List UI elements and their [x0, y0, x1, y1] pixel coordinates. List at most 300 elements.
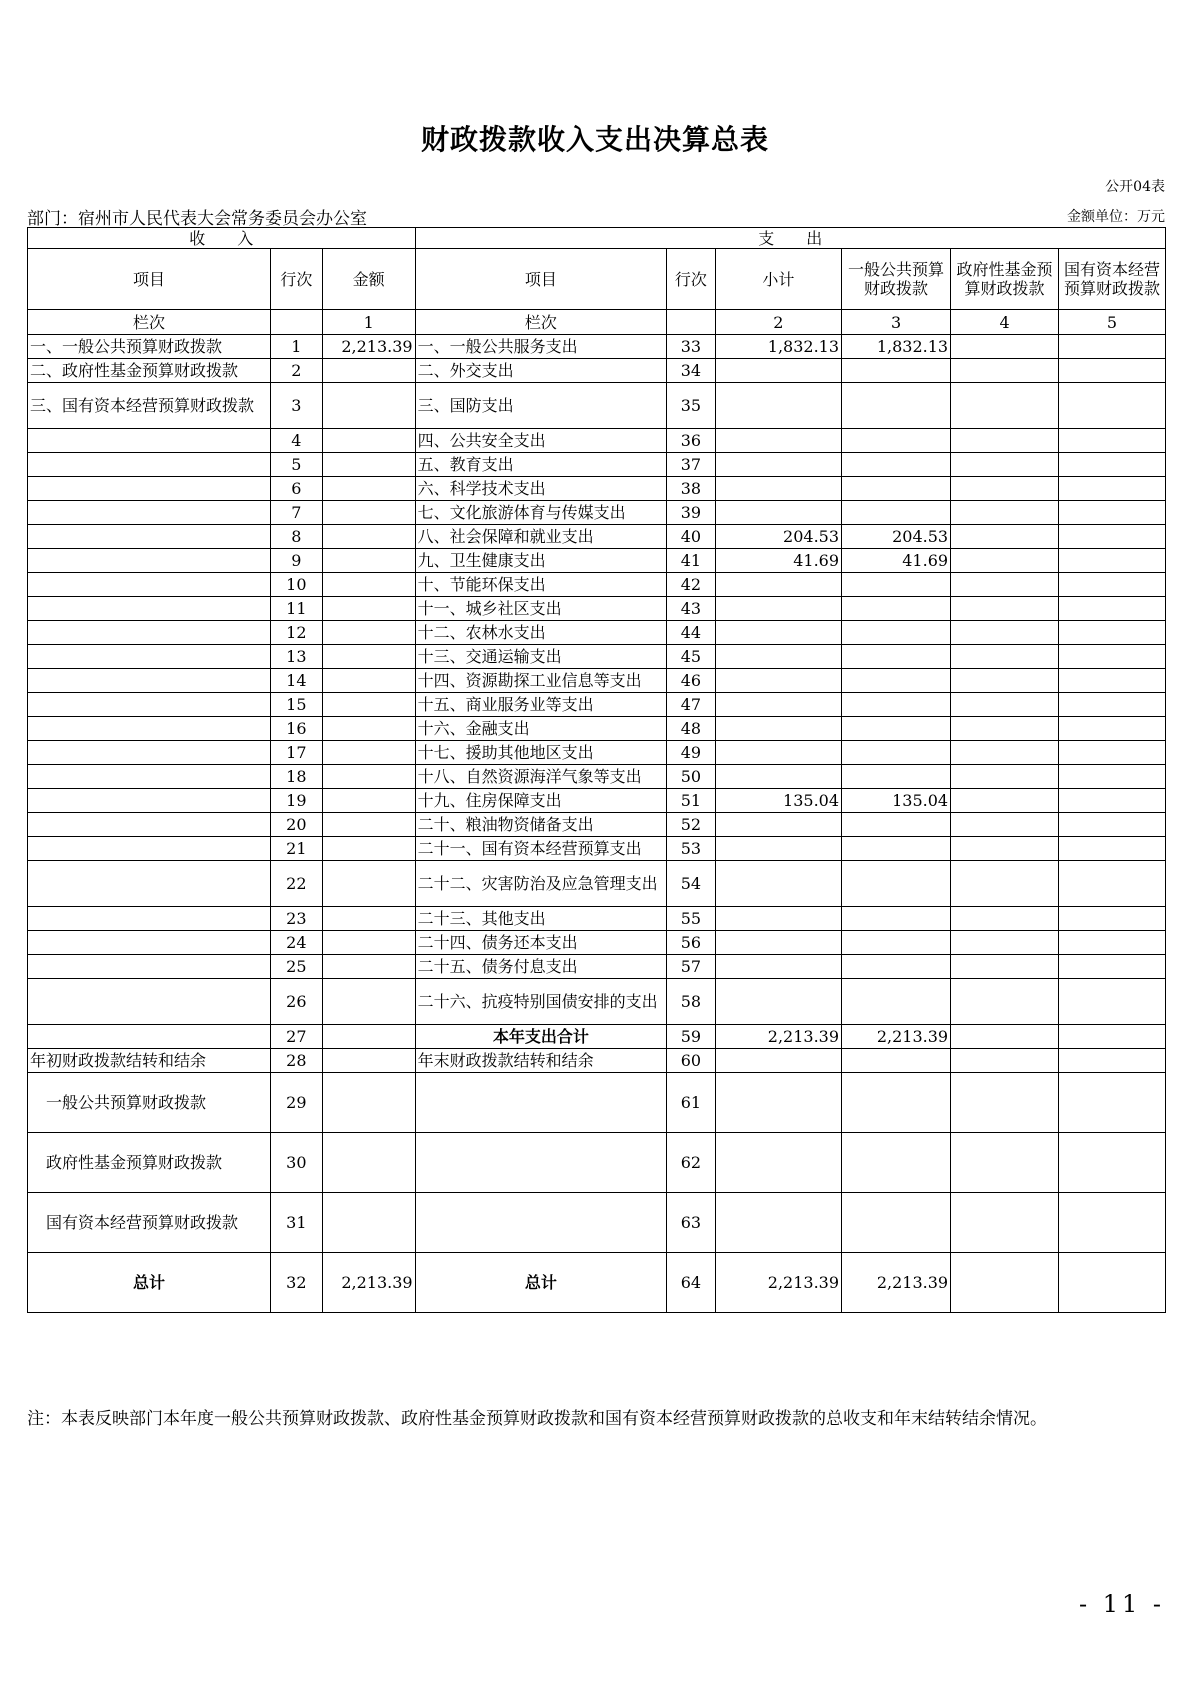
expense-state [1059, 931, 1166, 955]
income-amount [322, 907, 415, 931]
expense-item [415, 1073, 667, 1133]
expense-fund [951, 335, 1059, 359]
income-row-no: 9 [270, 549, 322, 573]
expense-item: 二十六、抗疫特别国债安排的支出 [415, 979, 667, 1025]
expense-general [842, 669, 951, 693]
income-item [28, 501, 271, 525]
income-row-no: 18 [270, 765, 322, 789]
income-item [28, 813, 271, 837]
expense-fund [951, 837, 1059, 861]
expense-row-no: 39 [667, 501, 716, 525]
income-item [28, 979, 271, 1025]
income-item [28, 931, 271, 955]
income-amount [322, 1025, 415, 1049]
income-row-no: 29 [270, 1073, 322, 1133]
expense-state [1059, 501, 1166, 525]
expense-state [1059, 1049, 1166, 1073]
expense-item: 六、科学技术支出 [415, 477, 667, 501]
income-amount [322, 813, 415, 837]
income-amount [322, 717, 415, 741]
income-amount [322, 573, 415, 597]
expense-fund [951, 359, 1059, 383]
expense-subtotal [715, 383, 841, 429]
table-row [28, 573, 1166, 597]
income-item [28, 477, 271, 501]
expense-general [842, 717, 951, 741]
expense-item: 一、一般公共服务支出 [415, 335, 667, 359]
col-5: 5 [1059, 310, 1166, 335]
expense-subtotal: 204.53 [715, 525, 841, 549]
expense-fund [951, 573, 1059, 597]
header-row-no-expense: 行次 [667, 249, 716, 310]
expense-general: 1,832.13 [842, 335, 951, 359]
income-amount [322, 1073, 415, 1133]
expense-item: 十三、交通运输支出 [415, 645, 667, 669]
expense-state [1059, 477, 1166, 501]
income-row-no: 22 [270, 861, 322, 907]
expense-general [842, 501, 951, 525]
expense-row-no: 36 [667, 429, 716, 453]
expense-fund [951, 1073, 1059, 1133]
expense-row-no: 48 [667, 717, 716, 741]
expense-subtotal [715, 907, 841, 931]
expense-item: 二十五、债务付息支出 [415, 955, 667, 979]
expense-subtotal: 1,832.13 [715, 335, 841, 359]
expense-row-no: 37 [667, 453, 716, 477]
expense-subtotal [715, 645, 841, 669]
expense-subtotal [715, 1049, 841, 1073]
table-row [28, 525, 1166, 549]
expense-state [1059, 359, 1166, 383]
expense-general [842, 1133, 951, 1193]
header-item-income: 项目 [28, 249, 271, 310]
expense-subtotal [715, 501, 841, 525]
income-amount [322, 383, 415, 429]
expense-subtotal [715, 741, 841, 765]
income-item [28, 717, 271, 741]
table-row [28, 789, 1166, 813]
expense-state [1059, 741, 1166, 765]
expense-row-no: 60 [667, 1049, 716, 1073]
expense-fund [951, 549, 1059, 573]
income-item [28, 429, 271, 453]
expense-state [1059, 621, 1166, 645]
expense-general [842, 477, 951, 501]
table-row [28, 453, 1166, 477]
expense-subtotal [715, 669, 841, 693]
expense-fund [951, 1253, 1059, 1313]
expense-item: 九、卫生健康支出 [415, 549, 667, 573]
expense-state [1059, 979, 1166, 1025]
income-amount [322, 525, 415, 549]
expense-fund [951, 789, 1059, 813]
income-amount [322, 861, 415, 907]
expense-item: 总计 [415, 1253, 667, 1313]
lanci-income: 栏次 [28, 310, 271, 335]
header-row-no-income: 行次 [270, 249, 322, 310]
income-row-no: 23 [270, 907, 322, 931]
income-row-no: 32 [270, 1253, 322, 1313]
table-row [28, 477, 1166, 501]
income-item: 三、国有资本经营预算财政拨款 [28, 383, 271, 429]
expense-state [1059, 861, 1166, 907]
expense-general [842, 765, 951, 789]
expense-row-no: 49 [667, 741, 716, 765]
income-item [28, 597, 271, 621]
income-amount: 2,213.39 [322, 335, 415, 359]
income-row-no: 24 [270, 931, 322, 955]
income-amount [322, 669, 415, 693]
expense-subtotal [715, 861, 841, 907]
expense-general [842, 1073, 951, 1133]
table-row [28, 429, 1166, 453]
expense-subtotal [715, 429, 841, 453]
expense-state [1059, 717, 1166, 741]
expense-item: 十四、资源勘探工业信息等支出 [415, 669, 667, 693]
expense-row-no: 52 [667, 813, 716, 837]
table-row [28, 837, 1166, 861]
expense-row-no: 38 [667, 477, 716, 501]
expense-row-no: 42 [667, 573, 716, 597]
footnote: 注：本表反映部门本年度一般公共预算财政拨款、政府性基金预算财政拨款和国有资本经营预算财政拨款的总收支和年末结转结余情况。 [27, 1409, 1047, 1429]
expense-item: 本年支出合计 [415, 1025, 667, 1049]
expense-fund [951, 955, 1059, 979]
expense-row-no: 51 [667, 789, 716, 813]
expense-state [1059, 573, 1166, 597]
expense-state [1059, 453, 1166, 477]
table-row [28, 383, 1166, 429]
table-row [28, 669, 1166, 693]
header-state: 国有资本经营预算财政拨款 [1059, 249, 1166, 310]
table-row [28, 741, 1166, 765]
income-item: 一般公共预算财政拨款 [28, 1073, 271, 1133]
expense-row-no: 55 [667, 907, 716, 931]
expense-row-no: 53 [667, 837, 716, 861]
table-row [28, 1049, 1166, 1073]
income-row-no: 20 [270, 813, 322, 837]
income-item [28, 645, 271, 669]
expense-state [1059, 955, 1166, 979]
expense-row-no: 47 [667, 693, 716, 717]
expense-subtotal [715, 359, 841, 383]
income-amount [322, 1049, 415, 1073]
table-row [28, 359, 1166, 383]
lanci-empty-expense [667, 310, 716, 335]
expense-general [842, 837, 951, 861]
table-row [28, 979, 1166, 1025]
expense-general [842, 429, 951, 453]
expense-row-no: 34 [667, 359, 716, 383]
expense-fund [951, 477, 1059, 501]
table-row [28, 1133, 1166, 1193]
col-4: 4 [951, 310, 1059, 335]
expense-state [1059, 1025, 1166, 1049]
expense-item: 十七、援助其他地区支出 [415, 741, 667, 765]
income-row-no: 28 [270, 1049, 322, 1073]
expense-state [1059, 1193, 1166, 1253]
expense-state [1059, 813, 1166, 837]
budget-summary-table [27, 227, 1166, 1313]
income-row-no: 12 [270, 621, 322, 645]
expense-fund [951, 621, 1059, 645]
expense-item: 十一、城乡社区支出 [415, 597, 667, 621]
expense-general [842, 453, 951, 477]
expense-row-no: 44 [667, 621, 716, 645]
expense-item: 四、公共安全支出 [415, 429, 667, 453]
income-item [28, 789, 271, 813]
expense-row-no: 46 [667, 669, 716, 693]
expense-row-no: 33 [667, 335, 716, 359]
income-row-no: 1 [270, 335, 322, 359]
expense-fund [951, 861, 1059, 907]
income-item [28, 453, 271, 477]
income-row-no: 14 [270, 669, 322, 693]
income-row-no: 13 [270, 645, 322, 669]
income-row-no: 2 [270, 359, 322, 383]
expense-subtotal [715, 765, 841, 789]
header-expense: 支 出 [415, 228, 1165, 249]
lanci-expense: 栏次 [415, 310, 667, 335]
expense-fund [951, 1193, 1059, 1253]
expense-fund [951, 1133, 1059, 1193]
expense-state [1059, 429, 1166, 453]
expense-row-no: 45 [667, 645, 716, 669]
expense-row-no: 63 [667, 1193, 716, 1253]
department-label: 部门：宿州市人民代表大会常务委员会办公室 [27, 209, 367, 229]
header-amount: 金额 [322, 249, 415, 310]
lanci-empty-income [270, 310, 322, 335]
expense-general [842, 861, 951, 907]
income-item [28, 741, 271, 765]
expense-item: 十五、商业服务业等支出 [415, 693, 667, 717]
table-row [28, 765, 1166, 789]
income-item [28, 573, 271, 597]
expense-fund [951, 693, 1059, 717]
income-amount [322, 453, 415, 477]
expense-state [1059, 789, 1166, 813]
expense-general [842, 573, 951, 597]
expense-state [1059, 1253, 1166, 1313]
header-general: 一般公共预算财政拨款 [842, 249, 951, 310]
expense-item: 三、国防支出 [415, 383, 667, 429]
expense-item: 年末财政拨款结转和结余 [415, 1049, 667, 1073]
expense-subtotal [715, 717, 841, 741]
expense-fund [951, 931, 1059, 955]
expense-state [1059, 549, 1166, 573]
expense-state [1059, 645, 1166, 669]
income-row-no: 25 [270, 955, 322, 979]
table-row [28, 549, 1166, 573]
income-row-no: 30 [270, 1133, 322, 1193]
expense-subtotal [715, 477, 841, 501]
income-row-no: 10 [270, 573, 322, 597]
expense-fund [951, 383, 1059, 429]
expense-row-no: 59 [667, 1025, 716, 1049]
expense-row-no: 57 [667, 955, 716, 979]
income-amount [322, 1133, 415, 1193]
expense-subtotal [715, 931, 841, 955]
col-3: 3 [842, 310, 951, 335]
income-amount [322, 549, 415, 573]
expense-state [1059, 907, 1166, 931]
expense-subtotal [715, 813, 841, 837]
income-amount [322, 1193, 415, 1253]
amount-unit: 金额单位：万元 [1067, 209, 1165, 225]
expense-subtotal [715, 1133, 841, 1193]
expense-row-no: 43 [667, 597, 716, 621]
income-amount [322, 621, 415, 645]
income-amount [322, 765, 415, 789]
table-row [28, 1025, 1166, 1049]
income-item: 二、政府性基金预算财政拨款 [28, 359, 271, 383]
expense-fund [951, 1049, 1059, 1073]
income-amount [322, 789, 415, 813]
expense-subtotal [715, 955, 841, 979]
income-item [28, 907, 271, 931]
income-amount [322, 477, 415, 501]
expense-state [1059, 837, 1166, 861]
income-row-no: 11 [270, 597, 322, 621]
table-row [28, 907, 1166, 931]
expense-state [1059, 693, 1166, 717]
expense-fund [951, 597, 1059, 621]
table-row [28, 597, 1166, 621]
expense-general: 2,213.39 [842, 1253, 951, 1313]
expense-fund [951, 645, 1059, 669]
expense-item: 二十、粮油物资储备支出 [415, 813, 667, 837]
expense-state [1059, 335, 1166, 359]
income-row-no: 31 [270, 1193, 322, 1253]
expense-general [842, 1049, 951, 1073]
expense-general [842, 741, 951, 765]
expense-general: 41.69 [842, 549, 951, 573]
income-row-no: 8 [270, 525, 322, 549]
income-row-no: 21 [270, 837, 322, 861]
expense-state [1059, 383, 1166, 429]
expense-row-no: 61 [667, 1073, 716, 1133]
income-amount [322, 693, 415, 717]
table-row [28, 717, 1166, 741]
page-number: - 11 - [1078, 1590, 1165, 1618]
expense-state [1059, 765, 1166, 789]
expense-item: 二十四、债务还本支出 [415, 931, 667, 955]
income-amount: 2,213.39 [322, 1253, 415, 1313]
expense-item: 二十三、其他支出 [415, 907, 667, 931]
income-amount [322, 597, 415, 621]
table-row [28, 645, 1166, 669]
expense-row-no: 40 [667, 525, 716, 549]
expense-general [842, 693, 951, 717]
table-row [28, 813, 1166, 837]
expense-general [842, 359, 951, 383]
expense-state [1059, 597, 1166, 621]
expense-fund [951, 979, 1059, 1025]
income-row-no: 19 [270, 789, 322, 813]
expense-state [1059, 1073, 1166, 1133]
expense-fund [951, 453, 1059, 477]
table-row [28, 955, 1166, 979]
income-item [28, 621, 271, 645]
income-amount [322, 359, 415, 383]
expense-item: 二十二、灾害防治及应急管理支出 [415, 861, 667, 907]
table-row [28, 1253, 1166, 1313]
income-item: 国有资本经营预算财政拨款 [28, 1193, 271, 1253]
income-amount [322, 741, 415, 765]
expense-fund [951, 741, 1059, 765]
expense-row-no: 64 [667, 1253, 716, 1313]
expense-state [1059, 1133, 1166, 1193]
expense-row-no: 50 [667, 765, 716, 789]
expense-fund [951, 429, 1059, 453]
expense-general [842, 813, 951, 837]
expense-item: 十二、农林水支出 [415, 621, 667, 645]
income-item [28, 525, 271, 549]
expense-item: 二十一、国有资本经营预算支出 [415, 837, 667, 861]
expense-row-no: 58 [667, 979, 716, 1025]
table-row [28, 861, 1166, 907]
income-item [28, 837, 271, 861]
expense-subtotal: 135.04 [715, 789, 841, 813]
income-row-no: 3 [270, 383, 322, 429]
income-row-no: 5 [270, 453, 322, 477]
expense-general [842, 979, 951, 1025]
expense-subtotal [715, 837, 841, 861]
income-item [28, 765, 271, 789]
expense-fund [951, 501, 1059, 525]
expense-state [1059, 669, 1166, 693]
expense-fund [951, 717, 1059, 741]
expense-general [842, 621, 951, 645]
expense-general [842, 597, 951, 621]
expense-general [842, 931, 951, 955]
income-item [28, 1025, 271, 1049]
income-amount [322, 501, 415, 525]
income-item: 总计 [28, 1253, 271, 1313]
expense-fund [951, 813, 1059, 837]
expense-item [415, 1133, 667, 1193]
income-row-no: 27 [270, 1025, 322, 1049]
expense-general [842, 907, 951, 931]
expense-fund [951, 907, 1059, 931]
expense-general [842, 383, 951, 429]
income-item [28, 955, 271, 979]
expense-item: 七、文化旅游体育与传媒支出 [415, 501, 667, 525]
income-amount [322, 837, 415, 861]
table-row [28, 1193, 1166, 1253]
expense-general: 2,213.39 [842, 1025, 951, 1049]
income-item: 一、一般公共预算财政拨款 [28, 335, 271, 359]
expense-item [415, 1193, 667, 1253]
expense-item: 八、社会保障和就业支出 [415, 525, 667, 549]
income-item [28, 861, 271, 907]
header-subtotal: 小计 [715, 249, 841, 310]
income-amount [322, 645, 415, 669]
table-row [28, 693, 1166, 717]
income-amount [322, 955, 415, 979]
income-row-no: 6 [270, 477, 322, 501]
expense-item: 五、教育支出 [415, 453, 667, 477]
expense-subtotal [715, 621, 841, 645]
expense-subtotal [715, 979, 841, 1025]
expense-subtotal [715, 453, 841, 477]
expense-subtotal [715, 1073, 841, 1133]
income-amount [322, 429, 415, 453]
table-row [28, 621, 1166, 645]
income-row-no: 7 [270, 501, 322, 525]
expense-item: 二、外交支出 [415, 359, 667, 383]
expense-state [1059, 525, 1166, 549]
expense-item: 十六、金融支出 [415, 717, 667, 741]
